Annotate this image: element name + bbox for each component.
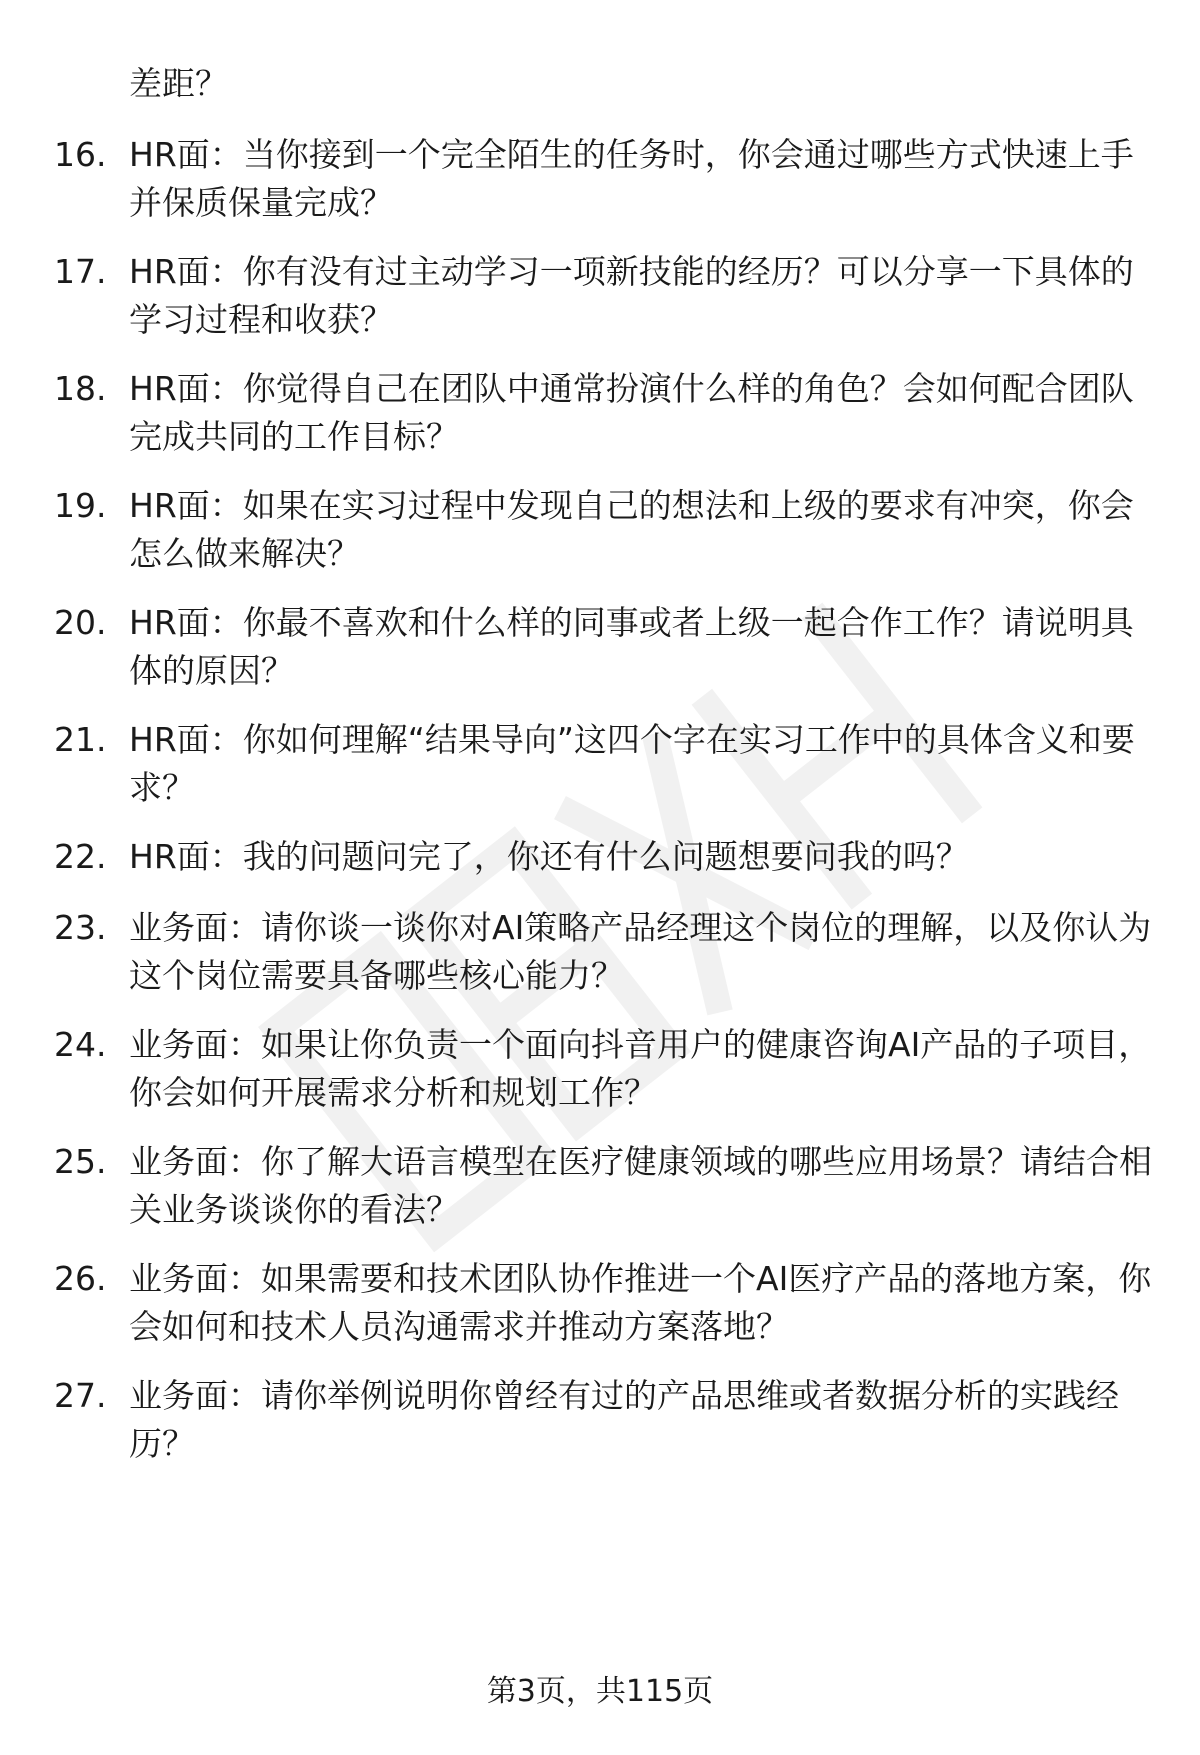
question-text: HR面：如果在实习过程中发现自己的想法和上级的要求有冲突，你会怎么做来解决？ <box>129 486 1134 573</box>
question-number: 23. <box>54 908 107 947</box>
question-number: 25. <box>54 1142 107 1181</box>
question-text: 业务面：请你谈一谈你对AI策略产品经理这个岗位的理解，以及你认为这个岗位需要具备哪些核心能力？ <box>129 908 1152 995</box>
question-number: 17. <box>54 252 107 291</box>
question-text: HR面：你最不喜欢和什么样的同事或者上级一起合作工作？请说明具体的原因？ <box>129 603 1134 690</box>
question-text: HR面：你如何理解“结果导向”这四个字在实习工作中的具体含义和要求？ <box>129 720 1135 807</box>
question-text: HR面：我的问题问完了，你还有什么问题想要问我的吗？ <box>129 837 969 876</box>
question-number: 26. <box>54 1259 107 1298</box>
question-number: 18. <box>54 369 107 408</box>
question-number: 19. <box>54 486 107 525</box>
page-number-footer: 第3页，共115页 <box>486 1674 714 1709</box>
question-number: 21. <box>54 720 107 759</box>
question-text: HR面：你觉得自己在团队中通常扮演什么样的角色？会如何配合团队完成共同的工作目标？ <box>129 369 1134 456</box>
question-text: 业务面：如果需要和技术团队协作推进一个AI医疗产品的落地方案，你会如何和技术人员沟通需求并推动方案落地？ <box>129 1259 1152 1346</box>
question-number: 22. <box>54 837 107 876</box>
question-number: 27. <box>54 1376 107 1415</box>
question-text: 业务面：如果让你负责一个面向抖音用户的健康咨询AI产品的子项目，你会如何开展需求分析和规划工作？ <box>129 1025 1152 1112</box>
continued-text: 差距？ <box>129 64 228 103</box>
question-number: 16. <box>54 135 107 174</box>
question-number: 24. <box>54 1025 107 1064</box>
question-text: 业务面：请你举例说明你曾经有过的产品思维或者数据分析的实践经历？ <box>129 1376 1119 1463</box>
question-number: 20. <box>54 603 107 642</box>
question-text: HR面：你有没有过主动学习一项新技能的经历？可以分享一下具体的学习过程和收获？ <box>129 252 1134 339</box>
question-text: 业务面：你了解大语言模型在医疗健康领域的哪些应用场景？请结合相关业务谈谈你的看法？ <box>129 1142 1152 1229</box>
question-text: HR面：当你接到一个完全陌生的任务时，你会通过哪些方式快速上手并保质保量完成？ <box>129 135 1134 222</box>
